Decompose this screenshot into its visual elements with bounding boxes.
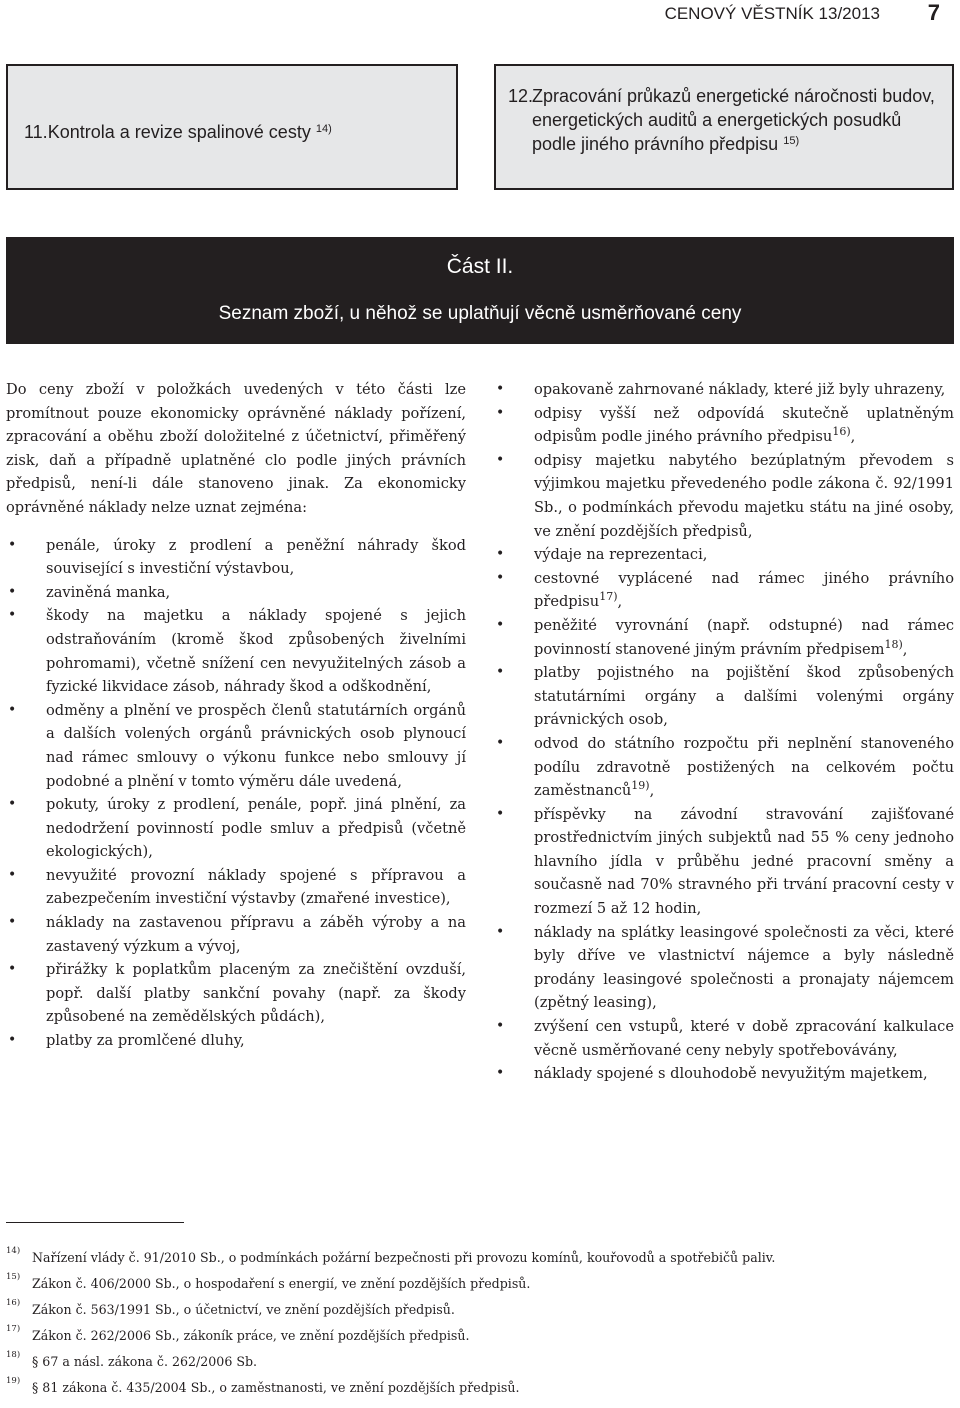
bullet-icon: • [496,923,505,940]
list-item-text: pokuty, úroky z prodlení, penále, popř. jiná plnění, za nedodržení povinností podle smluv a předpisů (včetně ekologických), [46,796,466,861]
footnote-text: Nařízení vlády č. 91/2010 Sb., o podmínkách požární bezpečnosti při provozu komínů, kouřovodů a spotřebičů paliv. [32,1250,776,1265]
list-item-tail: , [850,428,856,446]
footnote [6,1298,954,1328]
list-item [6,699,466,793]
footnote-text: § 81 zákona č. 435/2004 Sb., o zaměstnanosti, ve znění pozdějších předpisů. [32,1380,520,1395]
bullet-icon: • [496,805,505,822]
list-item-tail: , [902,640,908,658]
footnote-ref: 19) [631,779,650,793]
list-item-text: platby za promlčené dluhy, [46,1032,245,1050]
list-item [494,402,954,449]
footnote-ref: 18) [884,637,903,651]
excluded-costs-list-right [494,378,954,1086]
list-item [6,604,466,698]
list-item-text: zvýšení cen vstupů, které v době zpracování kalkulace věcně usměrňované ceny nebyly spotřebovávány, [534,1018,954,1059]
bullet-icon: • [8,536,17,553]
part-title: Seznam zboží, u něhož se uplatňují věcně usměrňované ceny [218,303,742,324]
bullet-icon: • [496,569,505,586]
list-item-text: odvod do státního rozpočtu při neplnění stanoveného podílu zdravotně postižených na celkovém počtu zaměstnanců [534,734,954,800]
table-item-11 [6,64,458,190]
footnote [6,1246,954,1276]
bullet-icon: • [496,616,505,633]
list-item [6,864,466,911]
footnote [6,1350,954,1380]
list-item-text: penále, úroky z prodlení a peněžní náhrady škod související s investiční výstavbou, [46,536,466,578]
list-item [494,921,954,1015]
list-item-text: přirážky k poplatkům placeným za znečištění ovzduší, popř. další platby sankční povahy (např. za škody způsobené na zemědělských půdách), [46,961,466,1026]
bullet-icon: • [8,1032,17,1049]
list-item-text: platby pojistného na pojištění škod způsobených statutárními orgány a dalšími volenými orgány právnických osob, [534,664,954,729]
footnote [6,1376,954,1406]
footnote-number: 14) [6,1246,21,1256]
bullet-icon: • [8,914,17,931]
list-item-tail: , [649,782,655,800]
list-item [6,534,466,581]
list-item-text: odpisy majetku nabytého bezúplatným převodem s výjimkou majetku převedeného podle zákona č. 92/1991 Sb., o podmínkách převodu majetku státu na jiné osoby, ve znění pozdějších předpisů, [534,451,954,540]
bullet-icon: • [8,583,17,600]
part-number: Část II. [446,255,514,278]
list-item-text: náklady spojené s dlouhodobě nevyužitým majetkem, [534,1065,928,1083]
list-item-text: odměny a plnění ve prospěch členů statutárních orgánů a dalších volených orgánů právnických osob plynoucí nad rámec smlouvy o výkonu funkce nebo smlouvy jí podobné a plnění v tomto výměru dále uvedená, [46,701,466,790]
item-number: 11. [24,122,48,142]
list-item-text: náklady na splátky leasingové společnosti za věci, které byly dříve ve vlastnictví nájemce a byly následně prodány leasingové společnosti a pronajaty nájemcem (zpětný leasing), [534,923,954,1012]
bullet-icon: • [8,796,17,813]
right-column [494,378,954,1086]
bullet-icon: • [8,607,17,624]
list-item-text: peněžité vyrovnání (např. odstupné) nad rámec povinností stanovené jiným právním předpisem [534,616,954,658]
list-item [6,581,466,605]
footnote-number: 19) [6,1376,21,1386]
list-item-text: odpisy vyšší než odpovídá skutečně uplatněným odpisům podle jiného právního předpisu [534,404,954,446]
footnote-ref: 14) [315,123,332,135]
list-item-text: zaviněná manka, [46,583,171,601]
bullet-icon: • [496,404,505,421]
list-item [494,378,954,402]
list-item [494,1015,954,1062]
footnote-number: 16) [6,1298,21,1308]
item-label: Zpracování průkazů energetické náročnosti budov, energetických auditů a energetických posudků podle jiného právního předpisu [532,86,935,154]
list-item [6,793,466,864]
footnote-ref: 16) [832,425,851,439]
footnote-ref: 17) [599,590,618,604]
bullet-icon: • [8,701,17,718]
bullet-icon: • [8,961,17,978]
footnote-text: Zákon č. 262/2006 Sb., zákoník práce, ve znění pozdějších předpisů. [32,1328,470,1343]
footnote-text: Zákon č. 406/2000 Sb., o hospodaření s energií, ve znění pozdějších předpisů. [32,1276,531,1291]
intro-paragraph: Do ceny zboží v položkách uvedených v této části lze promítnout pouze ekonomicky oprávněné náklady pořízení, zpracování a oběhu zboží doložitelné z účetnictví, přiměřený zisk, daň a případně uplatněné clo podle jiných právních předpisů, není-li dále stanoveno jinak. Za ekonomicky oprávněné náklady nelze uznat zejména: [6,381,466,516]
list-item-text: výdaje na reprezentaci, [534,546,708,564]
item-number: 12. [508,86,534,106]
list-item [494,449,954,543]
list-item-text: opakovaně zahrnované náklady, které již byly uhrazeny, [534,381,946,398]
list-item-text: příspěvky na závodní stravování zajišťované prostřednictvím jiných subjektů nad 55 % ceny jednoho hlavního jídla v průběhu jedné pracovní směny a současně nad 70% stravného při trvání pracovní cesty v rozmezí 5 až 12 hodin, [534,805,954,918]
bullet-icon: • [8,866,17,883]
bullet-icon: • [496,1065,505,1082]
footnote-number: 18) [6,1350,21,1360]
list-item-text: náklady na zastavenou přípravu a záběh výroby a na zastavený výzkum a vývoj, [46,914,466,955]
bullet-icon: • [496,546,505,563]
list-item [6,911,466,958]
table-item-12-text [532,84,944,156]
running-header [0,0,960,28]
footnote [6,1324,954,1354]
table-item-12 [494,64,954,190]
list-item [494,567,954,614]
list-item [494,732,954,803]
list-item [494,543,954,567]
footnote-ref: 15) [783,135,800,147]
list-item-tail: , [617,593,623,611]
bullet-icon: • [496,734,505,751]
footnote [6,1272,954,1302]
list-item [494,661,954,732]
footnote-number: 15) [6,1272,21,1282]
journal-title: CENOVÝ VĚSTNÍK 13/2013 [664,4,880,23]
list-item [6,1029,466,1053]
list-item [494,614,954,661]
page-number: 7 [927,0,940,25]
bullet-icon: • [496,664,505,681]
footnote-number: 17) [6,1324,21,1334]
bullet-icon: • [496,1018,505,1035]
list-item-text: nevyužité provozní náklady spojené s přípravou a zabezpečením investiční výstavby (zmařené investice), [46,866,466,908]
list-item [6,958,466,1029]
list-item-text: cestovné vyplácené nad rámec jiného právního předpisu [534,569,954,611]
bullet-icon: • [496,451,505,468]
footnotes [6,1246,954,1406]
list-item [494,803,954,921]
item-label: Kontrola a revize spalinové cesty [47,122,311,142]
footnote-text: Zákon č. 563/1991 Sb., o účetnictví, ve znění pozdějších předpisů. [32,1302,455,1317]
left-column [6,378,466,1053]
footnote-text: § 67 a násl. zákona č. 262/2006 Sb. [32,1354,258,1369]
list-item [494,1062,954,1086]
bullet-icon: • [496,381,505,397]
list-item-text: škody na majetku a náklady spojené s jejich odstraňováním (kromě škod způsobených živelními pohromami), včetně snížení cen nevyužitelných zásob a fyzické likvidace zásob, náhrady škod a odškodnění, [46,607,466,696]
footnote-divider [6,1222,184,1223]
excluded-costs-list-left [6,534,466,1053]
table-item-11-text [24,120,332,144]
part-banner [6,237,954,344]
